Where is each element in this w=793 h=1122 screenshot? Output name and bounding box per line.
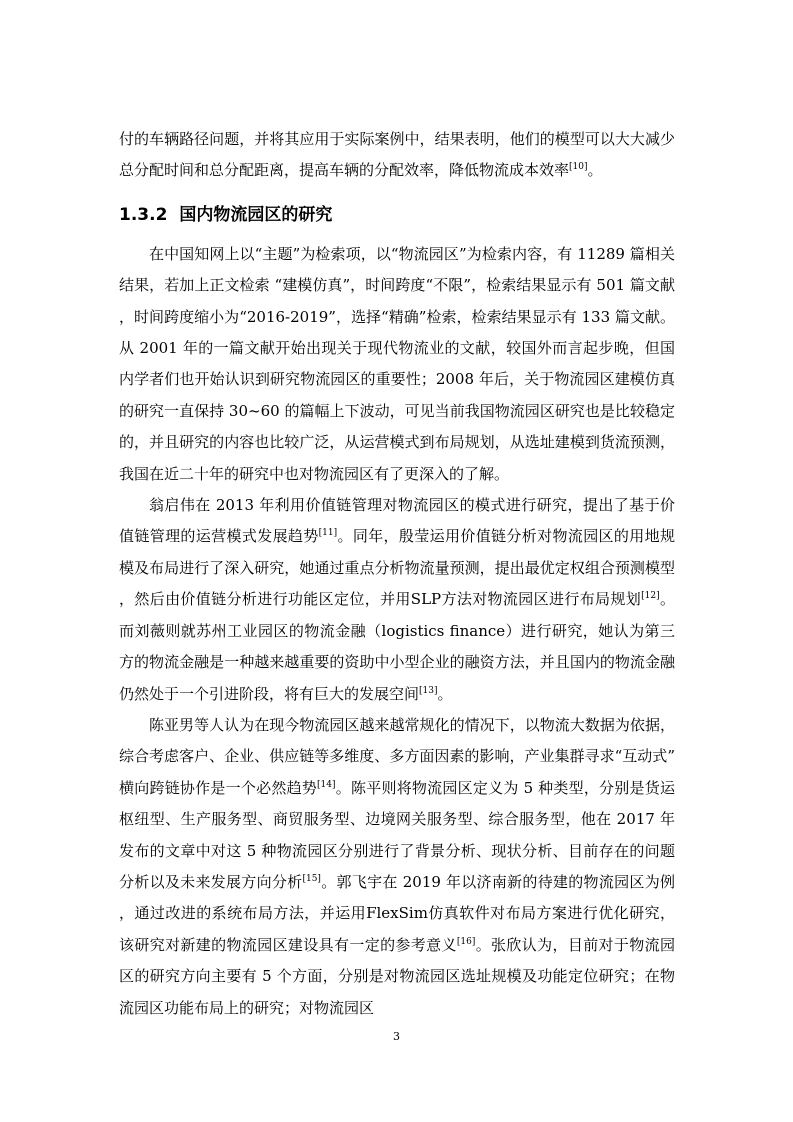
- paragraph-text: 在中国知网上以“主题”为检索项，以“物流园区”为检索内容，有 11289 篇相关结果，若加上正文检索 “建模仿真”，时间跨度“不限”，检索结果显示有 501 篇文献，时间跨度缩小为“2016-2019”，选择“精确”检索，检索结果显示有 133 篇文献。从 2001 年的一篇文献开始出现关于现代物流业的文献，较国外而言起步晚，但国内学者们也开始认识到研究物流园区的重要性；2008 年后，关于物流园区建模仿真的研究一直保持 30~60 的篇幅上下波动，可见当前我国物流园区研究也是比较稳定的，并且研究的内容也比较广泛，从运营模式到布局规划，从选址建模到货流预测，我国在近二十年的研究中也对物流园区有了更深入的了解。: [119, 244, 675, 483]
- section-paragraphs: [119, 239, 675, 1024]
- page-body: [119, 124, 675, 1024]
- page-number: 3: [393, 1030, 400, 1043]
- paragraph-text: 。同年，殷莹运用价值链分析对物流园区的用地规模及布局进行了深入研究，她通过重点分析物流量预测，提出最优定权组合预测模型，然后由价值链分析进行功能区定位，并用SLP方法对物流园区进行布局规划: [119, 527, 675, 609]
- paragraph-text: 。: [437, 684, 453, 703]
- citation-ref: [12]: [641, 591, 660, 602]
- paragraph-text: 。: [587, 161, 603, 180]
- paragraph-text: 付的车辆路径问题，并将其应用于实际案例中，结果表明，他们的模型可以大大减少总分配时间和总分配距离，提高车辆的分配效率，降低物流成本效率: [119, 130, 675, 180]
- paragraph-text: 。郭飞宇在 2019 年以济南新的待建的物流园区为例，通过改进的系统布局方法，并运用FlexSim仿真软件对布局方案进行优化研究，该研究对新建的物流园区建设具有一定的参考意义: [119, 872, 675, 954]
- body-paragraph: [119, 710, 675, 1024]
- section-title: 国内物流园区的研究: [179, 204, 333, 225]
- citation-ref: [11]: [318, 528, 338, 539]
- body-paragraph: [119, 239, 675, 490]
- citation-ref: [14]: [317, 779, 336, 790]
- section-heading: [119, 200, 675, 230]
- section-number: 1.3.2: [119, 204, 168, 225]
- paragraph-text: 。张欣认为，目前对于物流园区的研究方向主要有 5 个方面，分别是对物流园区选址规模及功能定位研究；在物流园区功能布局上的研究；对物流园区: [119, 935, 675, 1017]
- paragraph-text: 。陈平则将物流园区定义为 5 种类型，分别是货运枢纽型、生产服务型、商贸服务型、边境网关服务型、综合服务型，他在 2017 年发布的文章中对这 5 种物流园区分别进行了背景分析、现状分析、目前存在的问题分析以及未来发展方向分析: [119, 778, 675, 891]
- citation-ref: [15]: [302, 873, 321, 884]
- citation-ref: [16]: [456, 936, 476, 947]
- citation-ref: [13]: [419, 685, 438, 696]
- body-paragraph: [119, 490, 675, 710]
- paragraph-text: 。而刘薇则就苏州工业园区的物流金融（logistics finance）进行研究，她认为第三方的物流金融是一种越来越重要的资助中小型企业的融资方法，并且国内的物流金融仍然处于一个引进阶段，将有巨大的发展空间: [119, 590, 675, 703]
- citation-ref: [10]: [569, 162, 588, 173]
- continued-paragraph: [119, 124, 675, 187]
- paragraph-text: 陈亚男等人认为在现今物流园区越来越常规化的情况下，以物流大数据为依据，综合考虑客户、企业、供应链等多维度、多方面因素的影响，产业集群寻求“互动式”横向跨链协作是一个必然趋势: [119, 715, 675, 797]
- paragraph-text: 翁启伟在 2013 年利用价值链管理对物流园区的模式进行研究，提出了基于价值链管理的运营模式发展趋势: [119, 496, 675, 546]
